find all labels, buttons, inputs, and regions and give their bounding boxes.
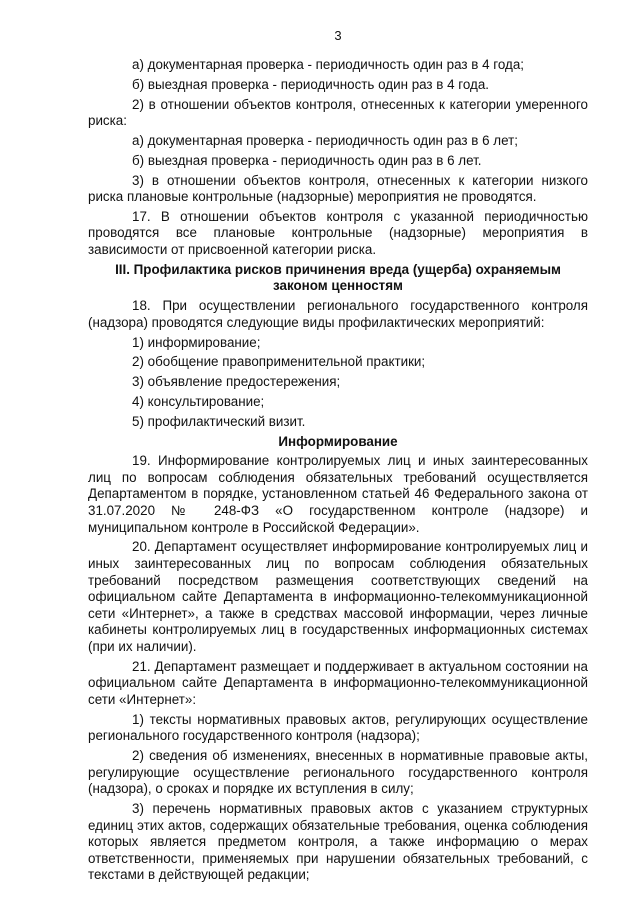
list-item-generalization: 2) обобщение правоприменительной практики;	[132, 354, 426, 370]
paragraph-21-item-3: 3) перечень нормативных правовых актов с указанием структурных единиц этих актов, содержащих обязательные требования, оценка соблюдения которых является предметом контроля, а также информацию о мерах ответственности, применяемых при нарушении обязательных требований, с текстами в действующей редакции;	[88, 801, 588, 883]
paragraph-2-moderate-risk: 2) в отношении объектов контроля, отнесенных к категории умеренного риска:	[88, 96, 588, 129]
list-item-warning: 3) объявление предостережения;	[132, 374, 341, 390]
paragraph-19: 19. Информирование контролируемых лиц и иных заинтересованных лиц по вопросам соблюдения обязательных требований осуществляется Департаментом в порядке, установленном статьей 46 Федерального закона от 31.07.2020 № 248-ФЗ «О государственном контроле (надзоре) и муниципальном контроле в Российской Федерации».	[88, 453, 588, 535]
document-body	[88, 57, 588, 884]
paragraph-2b-onsite-6y: б) выездная проверка - периодичность один раз в 6 лет.	[132, 152, 482, 168]
paragraph-21: 21. Департамент размещает и поддерживает в актуальном состоянии на официальном сайте Департамента в информационно-телекоммуникационной сети «Интернет»:	[88, 658, 588, 707]
list-item-prevention-visit: 5) профилактический визит.	[132, 413, 306, 429]
paragraph-1a-documentary-4y: а) документарная проверка - периодичность один раз в 4 года;	[132, 57, 524, 72]
section-heading-iii: III. Профилактика рисков причинения вреда (ущерба) охраняемым законом ценностям	[115, 261, 561, 294]
paragraph-17: 17. В отношении объектов контроля с указанной периодичностью проводятся все плановые контрольные (надзорные) мероприятия в зависимости от присвоенной категории риска.	[88, 208, 588, 258]
paragraph-2a-documentary-6y: а) документарная проверка - периодичность один раз в 6 лет;	[132, 132, 518, 148]
subheading-informing: Информирование	[278, 433, 398, 449]
paragraph-21-item-1: 1) тексты нормативных правовых актов, регулирующих осуществление регионального государственного контроля (надзора);	[88, 711, 588, 744]
list-item-consulting: 4) консультирование;	[132, 393, 265, 409]
paragraph-21-item-2: 2) сведения об изменениях, внесенных в нормативные правовые акты, регулирующие осуществление регионального государственного контроля (надзора), о сроках и порядке их вступления в силу;	[88, 748, 588, 797]
page-number: 3	[334, 28, 342, 43]
paragraph-1b-onsite-4y: б) выездная проверка - периодичность один раз в 4 года.	[132, 76, 490, 92]
paragraph-20: 20. Департамент осуществляет информирование контролируемых лиц и иных заинтересованных лиц по вопросам соблюдения обязательных требований посредством размещения соответствующих сведений на официальном сайте Департамента в информационно-телекоммуникационной сети «Интернет», а также в средствах массовой информации, через личные кабинеты контролируемых лиц в государственных информационных системах (при их наличии).	[88, 539, 588, 654]
paragraph-18: 18. При осуществлении регионального государственного контроля (надзора) проводятся следующие виды профилактических мероприятий:	[88, 298, 588, 330]
paragraph-3-low-risk: 3) в отношении объектов контроля, отнесенных к категории низкого риска плановые контрольные (надзорные) мероприятия не проводятся.	[88, 172, 588, 205]
list-item-informing: 1) информирование;	[132, 334, 261, 350]
